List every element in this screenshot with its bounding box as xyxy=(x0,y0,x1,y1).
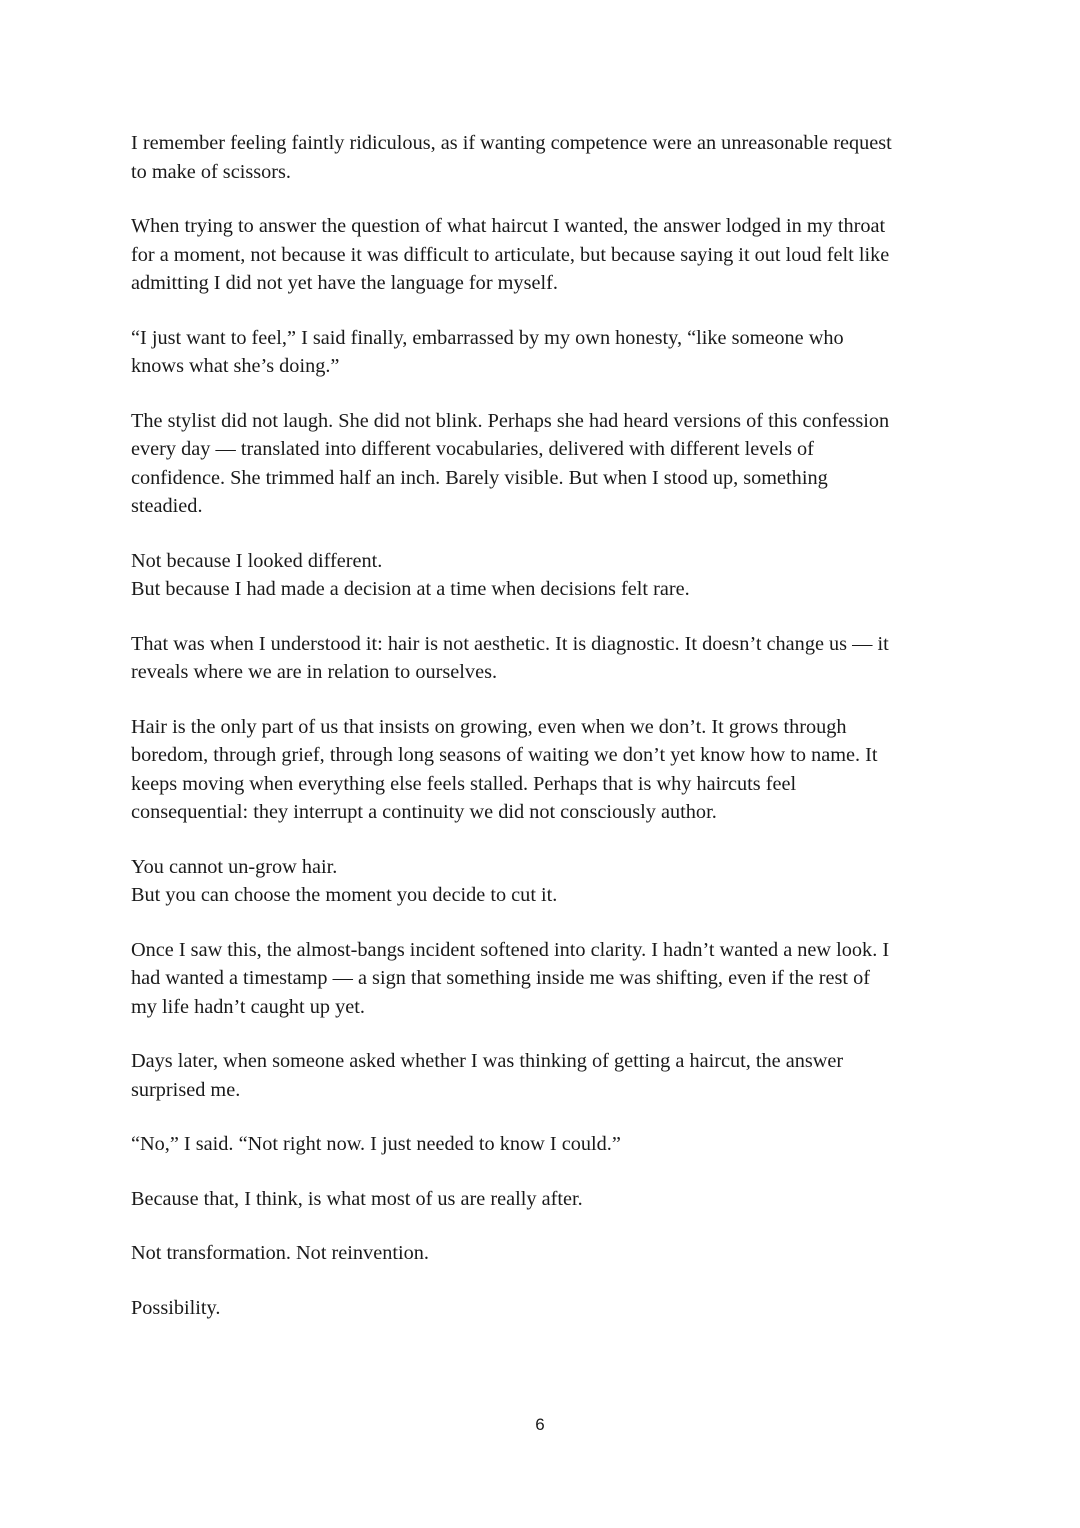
text-line: That was when I understood it: hair is not aesthetic. It is diagnostic. It doesn’t change us — it xyxy=(131,632,889,655)
text-line: Because that, I think, is what most of us are really after. xyxy=(131,1187,583,1210)
text-line: to make of scissors. xyxy=(131,160,291,183)
paragraph xyxy=(131,1130,961,1159)
paragraph xyxy=(131,853,961,910)
text-line: Not transformation. Not reinvention. xyxy=(131,1242,429,1264)
document-body xyxy=(131,129,961,1348)
text-line: Days later, when someone asked whether I was thinking of getting a haircut, the answer xyxy=(131,1050,844,1072)
text-line: knows what she’s doing.” xyxy=(131,355,340,377)
text-line: “No,” I said. “Not right now. I just needed to know I could.” xyxy=(131,1133,621,1155)
text-line: reveals where we are in relation to ourselves. xyxy=(131,661,498,683)
text-line: When trying to answer the question of what haircut I wanted, the answer lodged in my throat xyxy=(131,215,886,237)
text-line: keeps moving when everything else feels stalled. Perhaps that is why haircuts feel xyxy=(131,772,797,795)
text-line: admitting I did not yet have the language for myself. xyxy=(131,272,558,294)
text-line: steadied. xyxy=(131,495,203,517)
text-line: every day — translated into different vocabularies, delivered with different levels of xyxy=(131,438,814,460)
text-line: had wanted a timestamp — a sign that something inside me was shifting, even if the rest of xyxy=(131,967,870,989)
paragraph xyxy=(131,547,961,604)
text-line: surprised me. xyxy=(131,1078,241,1101)
text-line: consequential: they interrupt a continuity we did not consciously author. xyxy=(131,801,717,823)
paragraph xyxy=(131,936,961,1022)
text-line: You cannot un-grow hair. xyxy=(131,855,338,878)
text-line: But because I had made a decision at a time when decisions felt rare. xyxy=(131,578,690,600)
text-line: Not because I looked different. xyxy=(131,549,383,572)
page-number: 6 xyxy=(535,1415,545,1434)
paragraph xyxy=(131,1185,961,1214)
paragraph xyxy=(131,1239,961,1268)
text-line: The stylist did not laugh. She did not blink. Perhaps she had heard versions of this confession xyxy=(131,409,890,432)
text-line: Once I saw this, the almost-bangs incident softened into clarity. I hadn’t wanted a new look. I xyxy=(131,938,890,961)
text-line: But you can choose the moment you decide to cut it. xyxy=(131,884,558,906)
text-line: Hair is the only part of us that insists on growing, even when we don’t. It grows through xyxy=(131,715,847,738)
text-line: “I just want to feel,” I said finally, embarrassed by my own honesty, “like someone who xyxy=(131,326,844,349)
paragraph xyxy=(131,630,961,687)
text-line: I remember feeling faintly ridiculous, as if wanting competence were an unreasonable request xyxy=(131,132,892,154)
paragraph xyxy=(131,407,961,521)
text-line: Possibility. xyxy=(131,1296,221,1319)
paragraph xyxy=(131,1294,961,1323)
paragraph xyxy=(131,129,961,186)
text-line: confidence. She trimmed half an inch. Barely visible. But when I stood up, something xyxy=(131,466,828,489)
text-line: for a moment, not because it was difficult to articulate, but because saying it out loud felt like xyxy=(131,243,890,266)
text-line: my life hadn’t caught up yet. xyxy=(131,995,365,1018)
paragraph xyxy=(131,713,961,827)
paragraph xyxy=(131,212,961,298)
paragraph xyxy=(131,324,961,381)
paragraph xyxy=(131,1047,961,1104)
text-line: boredom, through grief, through long seasons of waiting we don’t yet know how to name. It xyxy=(131,744,878,766)
